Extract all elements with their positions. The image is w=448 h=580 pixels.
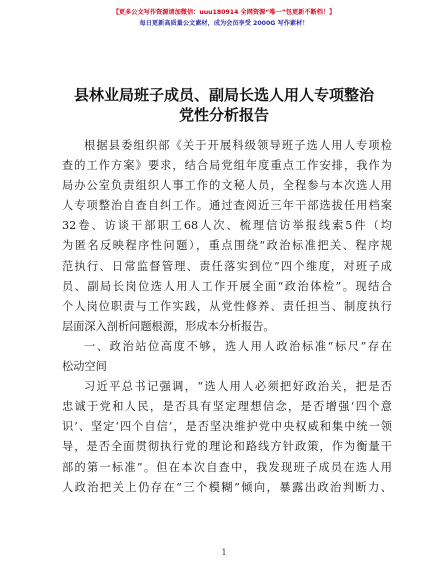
body-text-line: 导，是否全面贯彻执行党的理论和路线方针政策，作为衡量干 — [62, 440, 392, 454]
document-title-line-2: 党性分析报告 — [178, 106, 269, 124]
body-text-line: 根据县委组织部《关于开展科级领导班子选人用人专项检 — [84, 139, 392, 152]
body-text-line: 习近平总书记强调，“选人用人必须把好政治关，把是否 — [84, 380, 392, 394]
body-text-line: 识’、坚定‘四个自信’，是否坚决维护党中央权威和集中统一领 — [62, 420, 392, 434]
body-text-line: 一、政治站位高度不够，选人用人政治标准“标尺”存在 — [84, 339, 392, 353]
body-text-line: 层面深入剖析问题根源，形成本分析报告。 — [62, 319, 275, 333]
body-text-line: 局办公室负责组织人事工作的文秘人员，全程参与本次选人用 — [62, 179, 392, 193]
body-text-line: 人专项整治自查自纠工作。通过查阅近三年干部选拔任用档案 — [62, 199, 392, 213]
banner-promo-line-1: 【更多公文写作资源请加微信：uuu180914 全网资源“唯一”包更新不断档！】 — [112, 9, 336, 16]
document-body — [62, 136, 392, 498]
body-text-line: 松动空间 — [62, 360, 107, 374]
body-text-line: 为匿名反映程序性问题），重点围绕“政治标准把关、程序规 — [62, 239, 392, 253]
body-text-line: 范执行、日常监督管理、责任落实到位”四个维度，对班子成 — [62, 259, 392, 273]
body-text-line: 32卷、访谈干部职工68人次、梳理信访举报线索5件（均 — [62, 219, 392, 233]
body-text-line: 部的第一标准”。但在本次自查中，我发现班子成员在选人用 — [62, 460, 392, 474]
body-text-line: 查的工作方案》要求，结合局党组年度重点工作安排，我作为 — [62, 159, 392, 173]
document-title-line-1: 县林业局班子成员、副局长选人用人专项整治 — [73, 86, 374, 104]
page-number: 1 — [221, 548, 227, 557]
body-text-line: 人政治把关上仍存在“三个模糊”倾向，暴露出政治判断力、 — [62, 480, 392, 494]
body-text-line: 个人岗位职责与工作实践，从党性修养、责任担当、制度执行 — [62, 299, 392, 313]
banner-promo-line-2: 每日更新高质量公文素材，成为会员享受 2000G 写作素材！ — [139, 20, 309, 27]
body-text-line: 员、副局长岗位选人用人工作开展全面“政治体检”。现结合 — [62, 279, 392, 293]
body-text-line: 忠诚于党和人民，是否具有坚定理想信念，是否增强‘四个意 — [62, 400, 392, 414]
